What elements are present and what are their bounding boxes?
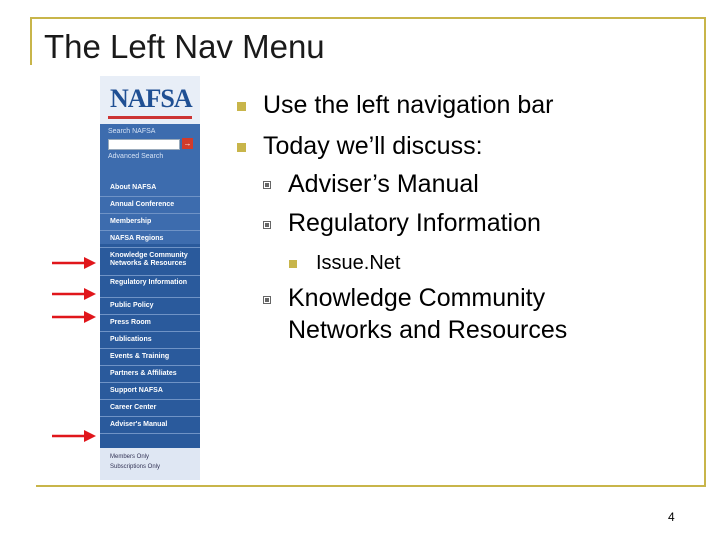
nav-menu xyxy=(100,180,200,434)
nav-item-events[interactable]: Events & Training xyxy=(100,349,200,366)
frame-bottom-line xyxy=(36,485,706,487)
nafsa-logo xyxy=(100,76,200,124)
nav-item-advisers-manual[interactable]: Adviser's Manual xyxy=(100,417,200,434)
search-input[interactable] xyxy=(108,139,180,150)
frame-top-line xyxy=(30,17,706,19)
nav-item-press-room[interactable]: Press Room xyxy=(100,315,200,332)
page-number: 4 xyxy=(668,510,675,524)
search-go-button[interactable]: → xyxy=(183,139,192,148)
nav-item-regulatory[interactable]: Regulatory Information xyxy=(100,276,200,298)
nav-item-publications[interactable]: Publications xyxy=(100,332,200,349)
nav-item-public-policy[interactable]: Public Policy xyxy=(100,298,200,315)
nav-footer xyxy=(100,448,200,480)
members-only-link[interactable]: Members Only xyxy=(110,454,150,460)
bullet-square-icon xyxy=(237,102,246,111)
bullet-2-2-1: Issue.Net xyxy=(316,252,401,274)
sub-bullet-icon xyxy=(263,181,271,189)
bullet-2: Today we’ll discuss: xyxy=(263,132,483,160)
arrow-right-icon xyxy=(52,429,96,443)
nav-screenshot xyxy=(100,76,200,480)
sub-sub-bullet-icon xyxy=(289,260,297,268)
bullet-square-icon xyxy=(237,143,246,152)
nav-item-about[interactable]: About NAFSA xyxy=(100,180,200,197)
arrow-right-icon xyxy=(52,310,96,324)
nav-item-career-center[interactable]: Career Center xyxy=(100,400,200,417)
sub-bullet-icon xyxy=(263,296,271,304)
sub-bullet-icon xyxy=(263,221,271,229)
logo-underline xyxy=(108,116,192,119)
search-label: Search NAFSA xyxy=(108,128,156,135)
bullet-2-3-line1: Knowledge Community xyxy=(288,284,546,312)
nav-item-partners[interactable]: Partners & Affiliates xyxy=(100,366,200,383)
nav-item-membership[interactable]: Membership xyxy=(100,214,200,231)
subscriptions-only-link[interactable]: Subscriptions Only xyxy=(110,464,161,470)
bullet-1: Use the left navigation bar xyxy=(263,91,554,119)
nafsa-logo-text: NAFSA xyxy=(110,84,192,113)
arrow-right-icon xyxy=(52,256,96,270)
advanced-search-link[interactable]: Advanced Search xyxy=(108,153,164,160)
slide-title: The Left Nav Menu xyxy=(44,28,325,65)
frame-left-line xyxy=(30,17,32,65)
bullet-2-1: Adviser’s Manual xyxy=(288,170,479,198)
nav-item-regions[interactable]: NAFSA Regions xyxy=(100,231,200,248)
frame-right-line xyxy=(704,17,706,487)
bullet-2-3-line2: Networks and Resources xyxy=(288,316,568,344)
nav-item-annual-conference[interactable]: Annual Conference xyxy=(100,197,200,214)
nav-item-support[interactable]: Support NAFSA xyxy=(100,383,200,400)
arrow-right-icon xyxy=(52,287,96,301)
bullet-2-2: Regulatory Information xyxy=(288,209,541,237)
nav-item-knowledge-community[interactable]: Knowledge Community Networks & Resources xyxy=(100,248,200,276)
